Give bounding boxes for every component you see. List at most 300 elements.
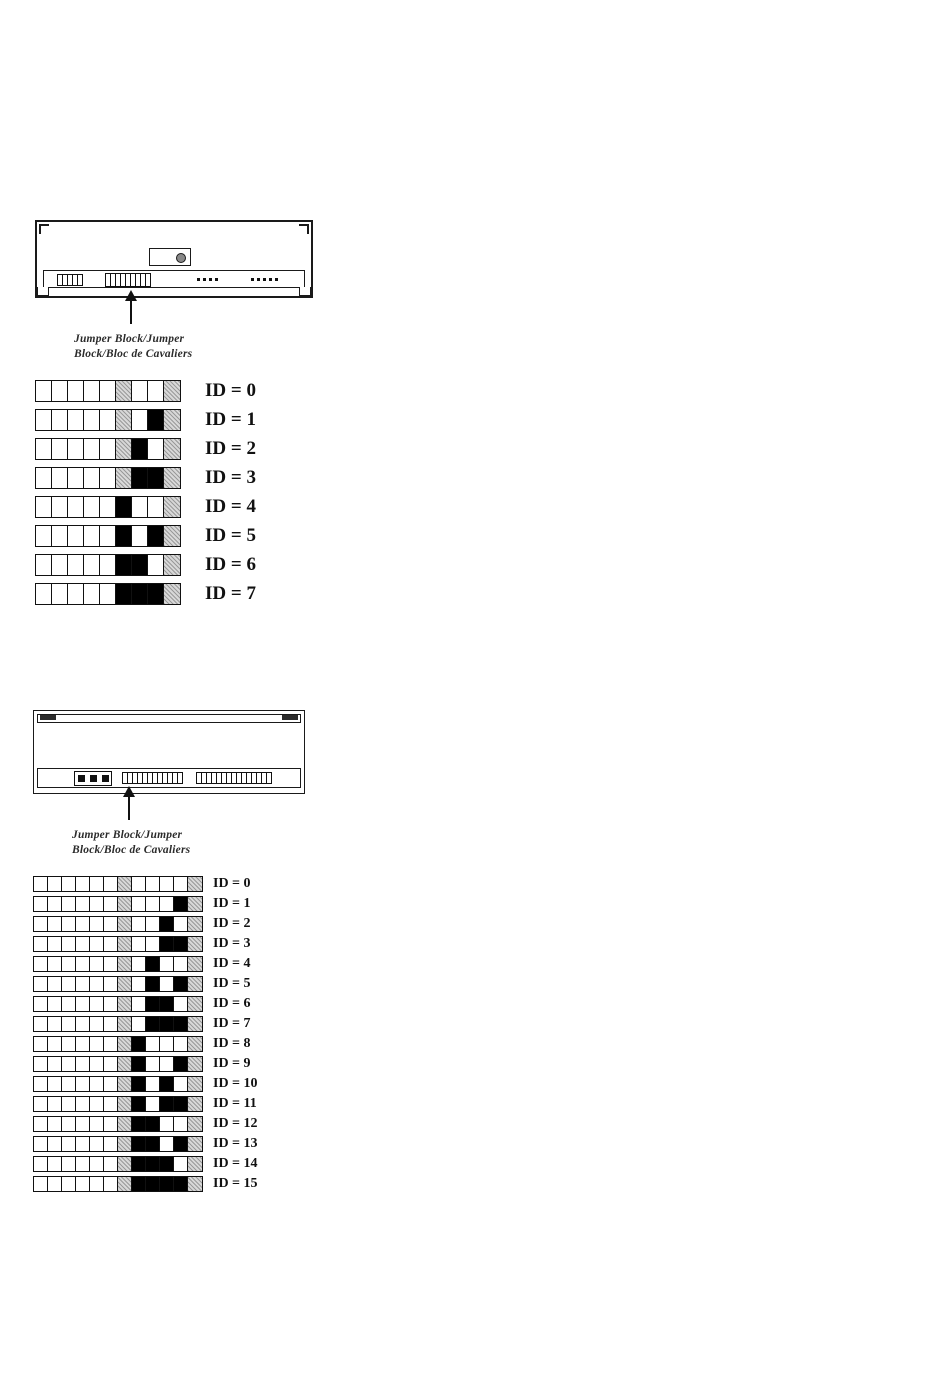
jumper-cell-black bbox=[146, 1177, 160, 1191]
jumper-block-icon-bottom bbox=[122, 772, 183, 784]
jumper-cell-white bbox=[62, 997, 76, 1011]
jumper-block bbox=[33, 1076, 203, 1092]
jumper-cell-white bbox=[104, 1077, 118, 1091]
jumper-cell-black bbox=[132, 1097, 146, 1111]
jumper-cell-white bbox=[62, 1057, 76, 1071]
jumper-cell-white bbox=[34, 1077, 48, 1091]
jumper-cell-white bbox=[48, 1077, 62, 1091]
jumper-id-label: ID = 0 bbox=[213, 876, 251, 891]
jumper-cell-white bbox=[174, 1117, 188, 1131]
jumper-block bbox=[33, 916, 203, 932]
jumper-cell-white bbox=[34, 1037, 48, 1051]
jumper-cell-white bbox=[34, 1177, 48, 1191]
jumper-cell-white bbox=[48, 877, 62, 891]
jumper-cell-white bbox=[90, 1017, 104, 1031]
jumper-cell-black bbox=[132, 468, 148, 488]
jumper-cell-white bbox=[104, 1157, 118, 1171]
jumper-cell-black bbox=[160, 997, 174, 1011]
jumper-cell-white bbox=[52, 584, 68, 604]
jumper-id-label: ID = 14 bbox=[213, 1156, 258, 1171]
jumper-row bbox=[33, 896, 323, 912]
jumper-row bbox=[35, 525, 325, 547]
jumper-cell-white bbox=[62, 1077, 76, 1091]
jumper-cell-white bbox=[132, 937, 146, 951]
jumper-cell-white bbox=[62, 1117, 76, 1131]
jumper-cell-white bbox=[100, 439, 116, 459]
jumper-cell-white bbox=[104, 1137, 118, 1151]
jumper-cell-gray bbox=[118, 1177, 132, 1191]
jumper-cell-gray bbox=[164, 584, 180, 604]
jumper-id-label: ID = 13 bbox=[213, 1136, 258, 1151]
jumper-row bbox=[33, 1116, 323, 1132]
jumper-cell-white bbox=[160, 1037, 174, 1051]
jumper-cell-white bbox=[68, 381, 84, 401]
jumper-cell-white bbox=[100, 497, 116, 517]
jumper-cell-gray bbox=[188, 1177, 202, 1191]
jumper-row bbox=[35, 409, 325, 431]
jumper-cell-white bbox=[62, 1157, 76, 1171]
jumper-cell-black bbox=[174, 1177, 188, 1191]
jumper-cell-black bbox=[174, 977, 188, 991]
jumper-cell-white bbox=[34, 1097, 48, 1111]
jumper-id-label: ID = 7 bbox=[205, 583, 256, 604]
jumper-cell-gray bbox=[188, 1017, 202, 1031]
jumper-cell-white bbox=[100, 410, 116, 430]
jumper-cell-white bbox=[68, 497, 84, 517]
jumper-row bbox=[35, 496, 325, 518]
jumper-cell-white bbox=[76, 1077, 90, 1091]
jumper-cell-white bbox=[104, 1057, 118, 1071]
jumper-cell-black bbox=[160, 1077, 174, 1091]
jumper-cell-white bbox=[48, 957, 62, 971]
jumper-cell-white bbox=[90, 1177, 104, 1191]
jumper-cell-white bbox=[52, 439, 68, 459]
jumper-cell-white bbox=[160, 957, 174, 971]
jumper-cell-white bbox=[48, 897, 62, 911]
caption-top bbox=[74, 332, 325, 362]
jumper-cell-white bbox=[62, 877, 76, 891]
jumper-cell-white bbox=[76, 977, 90, 991]
jumper-cell-gray bbox=[188, 1117, 202, 1131]
jumper-block bbox=[33, 876, 203, 892]
jumper-cell-white bbox=[84, 555, 100, 575]
jumper-row bbox=[33, 1176, 323, 1192]
jumper-id-label: ID = 15 bbox=[213, 1176, 258, 1191]
jumper-cell-black bbox=[174, 1057, 188, 1071]
jumper-row bbox=[33, 1136, 323, 1152]
jumper-cell-white bbox=[76, 917, 90, 931]
jumper-cell-white bbox=[76, 1177, 90, 1191]
jumper-cell-gray bbox=[188, 1077, 202, 1091]
jumper-cell-white bbox=[90, 877, 104, 891]
jumper-cell-white bbox=[90, 897, 104, 911]
jumper-cell-gray bbox=[164, 468, 180, 488]
jumper-cell-white bbox=[84, 526, 100, 546]
jumper-cell-gray bbox=[188, 937, 202, 951]
jumper-cell-white bbox=[132, 381, 148, 401]
jumper-cell-white bbox=[90, 917, 104, 931]
device-foot-left bbox=[37, 287, 49, 296]
jumper-cell-white bbox=[76, 1057, 90, 1071]
jumper-block bbox=[33, 1176, 203, 1192]
jumper-cell-gray bbox=[118, 977, 132, 991]
jumper-id-label: ID = 1 bbox=[205, 409, 256, 430]
jumper-row bbox=[35, 380, 325, 402]
jumper-cell-white bbox=[174, 877, 188, 891]
jumper-cell-gray bbox=[118, 937, 132, 951]
jumper-cell-white bbox=[84, 497, 100, 517]
jumper-row bbox=[33, 876, 323, 892]
jumper-cell-white bbox=[76, 997, 90, 1011]
jumper-cell-black bbox=[146, 957, 160, 971]
jumper-cell-white bbox=[160, 1137, 174, 1151]
jumper-cell-white bbox=[52, 468, 68, 488]
caption-bottom-line2: Block/Bloc de Cavaliers bbox=[72, 844, 191, 856]
jumper-cell-black bbox=[160, 1157, 174, 1171]
jumper-cell-white bbox=[34, 1017, 48, 1031]
jumper-block bbox=[35, 583, 181, 605]
jumper-cell-white bbox=[104, 1017, 118, 1031]
device-tab-right bbox=[282, 715, 298, 720]
jumper-cell-white bbox=[62, 897, 76, 911]
jumper-cell-black bbox=[174, 1017, 188, 1031]
device-chip-icon bbox=[149, 248, 191, 266]
jumper-cell-white bbox=[174, 917, 188, 931]
jumper-cell-black bbox=[160, 1017, 174, 1031]
jumper-id-label: ID = 3 bbox=[213, 936, 251, 951]
jumper-row bbox=[33, 1056, 323, 1072]
jumper-cell-white bbox=[36, 497, 52, 517]
jumper-cell-white bbox=[104, 1097, 118, 1111]
jumper-row bbox=[33, 996, 323, 1012]
jumper-cell-gray bbox=[164, 555, 180, 575]
jumper-cell-white bbox=[160, 897, 174, 911]
jumper-id-label: ID = 10 bbox=[213, 1076, 258, 1091]
jumper-block bbox=[33, 976, 203, 992]
jumper-cell-white bbox=[62, 1097, 76, 1111]
jumper-cell-white bbox=[62, 1037, 76, 1051]
jumper-cell-black bbox=[160, 937, 174, 951]
jumper-cell-white bbox=[174, 1157, 188, 1171]
jumper-cell-white bbox=[104, 897, 118, 911]
jumper-block bbox=[35, 467, 181, 489]
jumper-cell-black bbox=[132, 584, 148, 604]
jumper-cell-gray bbox=[164, 497, 180, 517]
jumper-cell-white bbox=[34, 977, 48, 991]
section-top bbox=[35, 220, 325, 612]
jumper-cell-white bbox=[36, 410, 52, 430]
jumper-cell-white bbox=[62, 937, 76, 951]
jumper-cell-white bbox=[100, 584, 116, 604]
jumper-cell-black bbox=[132, 1137, 146, 1151]
caption-bottom-line1: Jumper Block/Jumper bbox=[72, 829, 183, 841]
jumper-row bbox=[33, 936, 323, 952]
jumper-cell-black bbox=[132, 1177, 146, 1191]
jumper-cell-white bbox=[104, 937, 118, 951]
jumper-cell-white bbox=[76, 1017, 90, 1031]
jumper-cell-gray bbox=[164, 381, 180, 401]
jumper-cell-white bbox=[132, 997, 146, 1011]
jumper-cell-white bbox=[48, 977, 62, 991]
jumper-cell-white bbox=[68, 555, 84, 575]
jumper-cell-gray bbox=[188, 977, 202, 991]
jumper-cell-white bbox=[68, 468, 84, 488]
jumper-cell-white bbox=[100, 555, 116, 575]
jumper-id-label: ID = 12 bbox=[213, 1116, 258, 1131]
device-rear-strip bbox=[37, 714, 301, 723]
jumper-cell-white bbox=[34, 1157, 48, 1171]
jumper-cell-white bbox=[34, 1137, 48, 1151]
jumper-cell-white bbox=[84, 439, 100, 459]
jumper-cell-white bbox=[104, 957, 118, 971]
jumper-cell-white bbox=[148, 555, 164, 575]
jumper-cell-gray bbox=[118, 1037, 132, 1051]
jumper-row bbox=[33, 1096, 323, 1112]
jumper-cell-white bbox=[90, 1037, 104, 1051]
jumper-id-label: ID = 8 bbox=[213, 1036, 251, 1051]
jumper-cell-gray bbox=[188, 917, 202, 931]
jumper-cell-white bbox=[36, 468, 52, 488]
jumper-cell-white bbox=[68, 584, 84, 604]
jumper-cell-white bbox=[76, 877, 90, 891]
jumper-id-label: ID = 1 bbox=[213, 896, 251, 911]
jumper-cell-gray bbox=[164, 439, 180, 459]
jumper-row bbox=[33, 1076, 323, 1092]
jumper-block bbox=[33, 996, 203, 1012]
jumper-cell-white bbox=[62, 1137, 76, 1151]
jumper-row bbox=[33, 1016, 323, 1032]
jumper-cell-white bbox=[90, 997, 104, 1011]
jumper-cell-white bbox=[34, 937, 48, 951]
jumper-cell-black bbox=[146, 1017, 160, 1031]
jumper-cell-white bbox=[68, 526, 84, 546]
jumper-cell-white bbox=[90, 1157, 104, 1171]
jumper-cell-white bbox=[76, 897, 90, 911]
jumper-id-label: ID = 4 bbox=[205, 496, 256, 517]
jumper-cell-gray bbox=[118, 1137, 132, 1151]
device-illustration-bottom bbox=[33, 710, 305, 794]
jumper-block bbox=[35, 409, 181, 431]
jumper-cell-white bbox=[76, 1157, 90, 1171]
jumper-cell-white bbox=[84, 468, 100, 488]
jumper-cell-white bbox=[132, 526, 148, 546]
jumper-cell-black bbox=[116, 526, 132, 546]
jumper-cell-black bbox=[132, 555, 148, 575]
jumper-block bbox=[33, 1016, 203, 1032]
jumper-cell-white bbox=[76, 1137, 90, 1151]
jumper-row bbox=[35, 438, 325, 460]
jumper-cell-white bbox=[48, 1157, 62, 1171]
jumper-cell-black bbox=[160, 1177, 174, 1191]
jumper-cell-white bbox=[76, 1037, 90, 1051]
jumper-cell-white bbox=[104, 1177, 118, 1191]
jumper-cell-gray bbox=[116, 439, 132, 459]
jumper-cell-white bbox=[52, 526, 68, 546]
jumper-cell-white bbox=[34, 877, 48, 891]
jumper-cell-white bbox=[62, 917, 76, 931]
jumper-cell-black bbox=[132, 439, 148, 459]
jumper-cell-black bbox=[148, 526, 164, 546]
jumper-row bbox=[33, 916, 323, 932]
jumper-block bbox=[33, 1116, 203, 1132]
jumper-cell-white bbox=[52, 381, 68, 401]
jumper-cell-gray bbox=[118, 1157, 132, 1171]
jumper-cell-white bbox=[62, 977, 76, 991]
jumper-id-label: ID = 2 bbox=[213, 916, 251, 931]
jumper-cell-white bbox=[62, 1017, 76, 1031]
jumper-cell-gray bbox=[116, 410, 132, 430]
jumper-cell-black bbox=[148, 584, 164, 604]
jumper-cell-white bbox=[48, 917, 62, 931]
jumper-cell-white bbox=[132, 897, 146, 911]
jumper-block bbox=[33, 1056, 203, 1072]
jumper-cell-white bbox=[174, 1037, 188, 1051]
jumper-cell-white bbox=[104, 1037, 118, 1051]
jumper-settings-table-top bbox=[35, 380, 325, 605]
jumper-cell-gray bbox=[188, 1097, 202, 1111]
jumper-cell-white bbox=[132, 877, 146, 891]
jumper-cell-white bbox=[36, 526, 52, 546]
jumper-block bbox=[33, 896, 203, 912]
jumper-cell-white bbox=[104, 977, 118, 991]
jumper-id-label: ID = 4 bbox=[213, 956, 251, 971]
jumper-row bbox=[33, 1156, 323, 1172]
jumper-id-label: ID = 5 bbox=[213, 976, 251, 991]
jumper-cell-white bbox=[146, 1037, 160, 1051]
jumper-id-label: ID = 2 bbox=[205, 438, 256, 459]
jumper-block bbox=[35, 380, 181, 402]
jumper-block bbox=[33, 1096, 203, 1112]
jumper-block bbox=[33, 1136, 203, 1152]
jumper-cell-white bbox=[146, 1097, 160, 1111]
jumper-cell-white bbox=[48, 1017, 62, 1031]
jumper-row bbox=[33, 956, 323, 972]
jumper-cell-white bbox=[48, 1097, 62, 1111]
jumper-row bbox=[33, 1036, 323, 1052]
jumper-cell-white bbox=[34, 897, 48, 911]
jumper-cell-white bbox=[148, 381, 164, 401]
jumper-cell-gray bbox=[118, 877, 132, 891]
jumper-cell-white bbox=[62, 957, 76, 971]
jumper-cell-white bbox=[104, 877, 118, 891]
jumper-cell-white bbox=[132, 1017, 146, 1031]
jumper-cell-gray bbox=[118, 897, 132, 911]
callout-arrow-top bbox=[35, 298, 325, 332]
jumper-block bbox=[35, 438, 181, 460]
jumper-cell-gray bbox=[118, 997, 132, 1011]
jumper-cell-white bbox=[160, 1117, 174, 1131]
jumper-cell-white bbox=[146, 917, 160, 931]
jumper-cell-white bbox=[76, 1117, 90, 1131]
jumper-cell-black bbox=[174, 1097, 188, 1111]
jumper-cell-gray bbox=[118, 1077, 132, 1091]
jumper-block bbox=[35, 525, 181, 547]
jumper-cell-white bbox=[62, 1177, 76, 1191]
jumper-cell-white bbox=[148, 439, 164, 459]
jumper-id-label: ID = 11 bbox=[213, 1096, 257, 1111]
jumper-cell-black bbox=[146, 1137, 160, 1151]
jumper-cell-gray bbox=[188, 1157, 202, 1171]
jumper-cell-black bbox=[174, 1137, 188, 1151]
jumper-id-label: ID = 7 bbox=[213, 1016, 251, 1031]
jumper-block bbox=[35, 496, 181, 518]
connector-block-icon bbox=[74, 771, 112, 786]
jumper-cell-white bbox=[84, 584, 100, 604]
jumper-cell-white bbox=[146, 1077, 160, 1091]
jumper-cell-white bbox=[48, 1137, 62, 1151]
jumper-cell-white bbox=[34, 997, 48, 1011]
jumper-cell-white bbox=[132, 977, 146, 991]
jumper-cell-white bbox=[48, 1037, 62, 1051]
jumper-block-icon bbox=[105, 273, 151, 287]
jumper-cell-black bbox=[116, 584, 132, 604]
jumper-cell-black bbox=[148, 468, 164, 488]
jumper-cell-black bbox=[146, 1157, 160, 1171]
jumper-cell-white bbox=[160, 877, 174, 891]
jumper-cell-gray bbox=[116, 468, 132, 488]
jumper-cell-gray bbox=[188, 1137, 202, 1151]
jumper-cell-white bbox=[90, 1077, 104, 1091]
jumper-cell-gray bbox=[118, 1057, 132, 1071]
jumper-cell-white bbox=[174, 957, 188, 971]
jumper-cell-white bbox=[76, 957, 90, 971]
jumper-cell-white bbox=[174, 997, 188, 1011]
jumper-cell-black bbox=[146, 997, 160, 1011]
jumper-cell-white bbox=[36, 439, 52, 459]
caption-top-line1: Jumper Block/Jumper bbox=[74, 333, 185, 345]
jumper-cell-white bbox=[34, 1117, 48, 1131]
jumper-cell-white bbox=[160, 1057, 174, 1071]
jumper-cell-gray bbox=[118, 1097, 132, 1111]
jumper-cell-white bbox=[146, 1057, 160, 1071]
jumper-cell-white bbox=[76, 1097, 90, 1111]
jumper-cell-white bbox=[90, 937, 104, 951]
jumper-cell-black bbox=[174, 897, 188, 911]
jumper-block bbox=[33, 936, 203, 952]
caption-bottom bbox=[72, 828, 323, 858]
jumper-cell-white bbox=[84, 410, 100, 430]
device-tab-left bbox=[40, 715, 56, 720]
jumper-cell-black bbox=[146, 1117, 160, 1131]
jumper-block bbox=[33, 956, 203, 972]
jumper-row bbox=[33, 976, 323, 992]
jumper-cell-white bbox=[90, 1137, 104, 1151]
jumper-cell-white bbox=[48, 1117, 62, 1131]
jumper-cell-white bbox=[132, 497, 148, 517]
connector-wide-icon bbox=[196, 772, 272, 784]
jumper-cell-white bbox=[104, 1117, 118, 1131]
jumper-cell-white bbox=[174, 1077, 188, 1091]
jumper-id-label: ID = 3 bbox=[205, 467, 256, 488]
jumper-cell-gray bbox=[164, 410, 180, 430]
jumper-cell-black bbox=[160, 917, 174, 931]
jumper-cell-white bbox=[146, 897, 160, 911]
jumper-cell-white bbox=[52, 555, 68, 575]
jumper-cell-white bbox=[100, 381, 116, 401]
jumper-id-label: ID = 6 bbox=[205, 554, 256, 575]
jumper-cell-gray bbox=[188, 877, 202, 891]
jumper-cell-white bbox=[34, 1057, 48, 1071]
jumper-id-label: ID = 6 bbox=[213, 996, 251, 1011]
jumper-cell-gray bbox=[116, 381, 132, 401]
jumper-cell-white bbox=[52, 497, 68, 517]
connector-left-icon bbox=[57, 274, 83, 286]
jumper-settings-table-bottom bbox=[33, 876, 323, 1192]
jumper-cell-black bbox=[174, 937, 188, 951]
jumper-cell-white bbox=[90, 957, 104, 971]
jumper-cell-gray bbox=[188, 957, 202, 971]
jumper-block bbox=[35, 554, 181, 576]
